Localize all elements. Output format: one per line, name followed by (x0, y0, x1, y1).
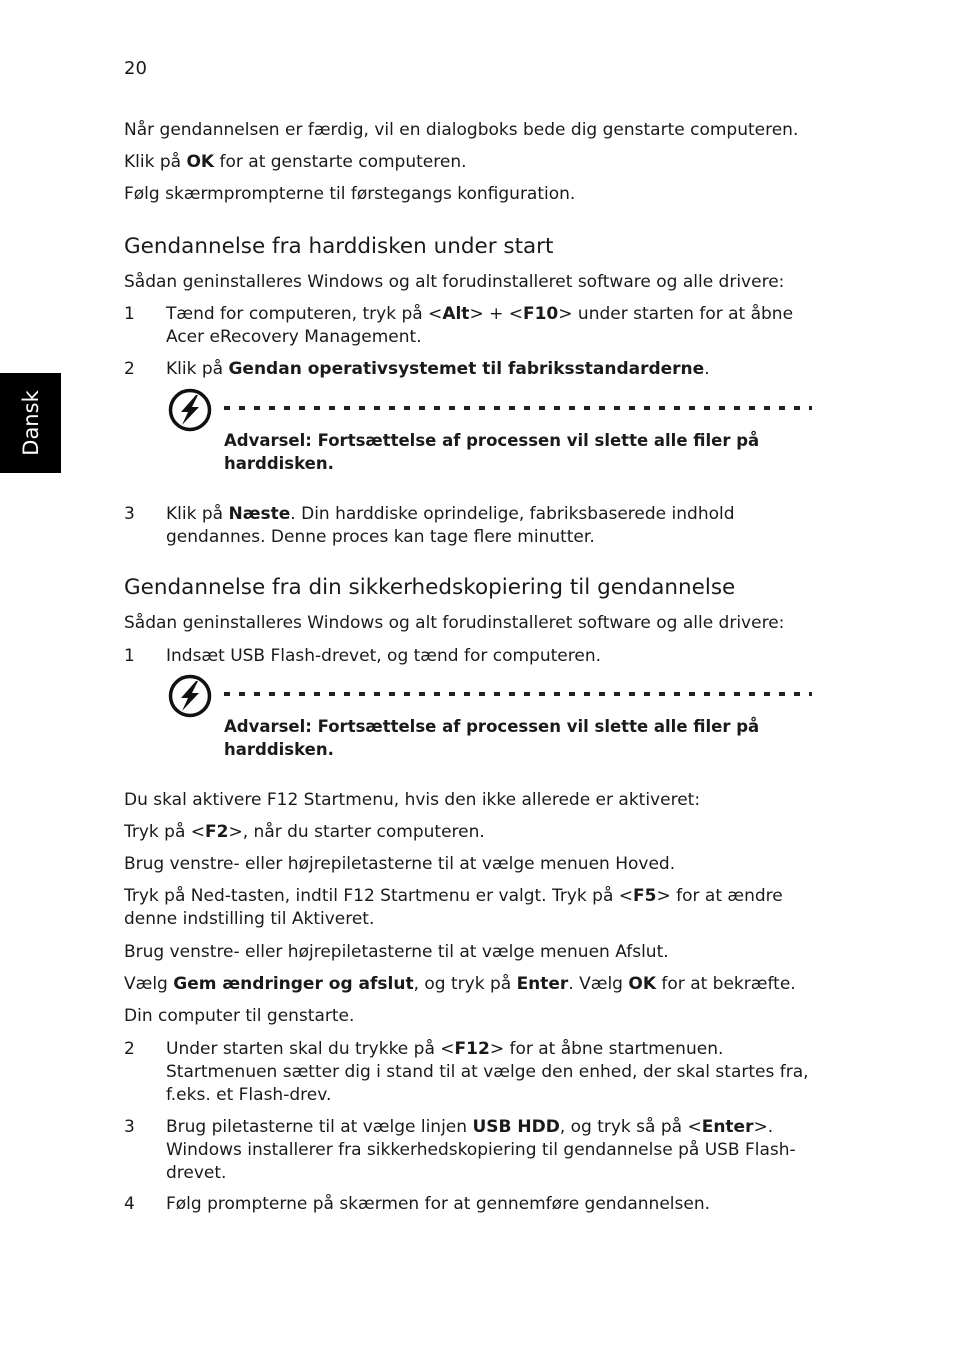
section-heading-backup: Gendannelse fra din sikkerhedskopiering til gendannelse (124, 575, 736, 600)
step-text: Brug piletasterne til at vælge linjen USB HDD, og tryk så på <Enter>. Windows installerer fra sikkerhedskopiering til gendannelse på USB Flash- drevet. (166, 1117, 796, 1183)
step-number: 3 (124, 1117, 135, 1137)
warning-separator (224, 692, 812, 696)
section-heading-harddisk: Gendannelse fra harddisken under start (124, 234, 554, 259)
step-number: 1 (124, 646, 135, 666)
paragraph: Tryk på <F2>, når du starter computeren. (124, 822, 485, 842)
paragraph: Vælg Gem ændringer og afslut, og tryk på Enter. Vælg OK for at bekræfte. (124, 974, 796, 994)
intro-line-1: Når gendannelsen er færdig, vil en dialogboks bede dig genstarte computeren. (124, 120, 799, 140)
step-number: 4 (124, 1194, 135, 1214)
step-text: Under starten skal du trykke på <F12> for at åbne startmenuen. Startmenuen sætter dig i stand til at vælge den enhed, der skal startes fra, f.eks. et Flash-drev. (166, 1039, 809, 1105)
warning-text: Advarsel: Fortsættelse af processen vil slette alle filer på harddisken. (224, 717, 760, 759)
step-text: Indsæt USB Flash-drevet, og tænd for computeren. (166, 646, 601, 666)
warning-separator (224, 406, 812, 410)
intro-line-2: Klik på OK for at genstarte computeren. (124, 152, 467, 172)
step-text: Klik på Næste. Din harddiske oprindelige, fabriksbaserede indhold gendannes. Denne proces kan tage flere minutter. (166, 504, 735, 547)
paragraph: Tryk på Ned-tasten, indtil F12 Startmenu er valgt. Tryk på <F5> for at ændre denne indstilling til Aktiveret. (124, 886, 783, 929)
language-tab-label: Dansk (18, 390, 43, 456)
paragraph: Du skal aktivere F12 Startmenu, hvis den ikke allerede er aktiveret: (124, 790, 701, 810)
intro-line-3: Følg skærmprompterne til førstegangs konfiguration. (124, 184, 576, 204)
paragraph: Brug venstre- eller højrepiletasterne til at vælge menuen Afslut. (124, 942, 669, 962)
step-text: Klik på Gendan operativsystemet til fabriksstandarderne. (166, 359, 710, 379)
warning-text: Advarsel: Fortsættelse af processen vil slette alle filer på harddisken. (224, 431, 760, 473)
language-tab (0, 373, 61, 473)
warning-icon (168, 674, 212, 718)
page-number: 20 (124, 58, 147, 79)
warning-icon (168, 388, 212, 432)
step-number: 1 (124, 304, 135, 324)
step-number: 3 (124, 504, 135, 524)
step-number: 2 (124, 359, 135, 379)
step-text: Tænd for computeren, tryk på <Alt> + <F10> under starten for at åbne Acer eRecovery Management. (166, 304, 794, 347)
section2-intro: Sådan geninstalleres Windows og alt forudinstalleret software og alle drivere: (124, 613, 785, 633)
section1-intro: Sådan geninstalleres Windows og alt forudinstalleret software og alle drivere: (124, 272, 785, 292)
paragraph: Din computer til genstarte. (124, 1006, 355, 1026)
step-text: Følg prompterne på skærmen for at gennemføre gendannelsen. (166, 1194, 711, 1214)
paragraph: Brug venstre- eller højrepiletasterne til at vælge menuen Hoved. (124, 854, 676, 874)
step-number: 2 (124, 1039, 135, 1059)
